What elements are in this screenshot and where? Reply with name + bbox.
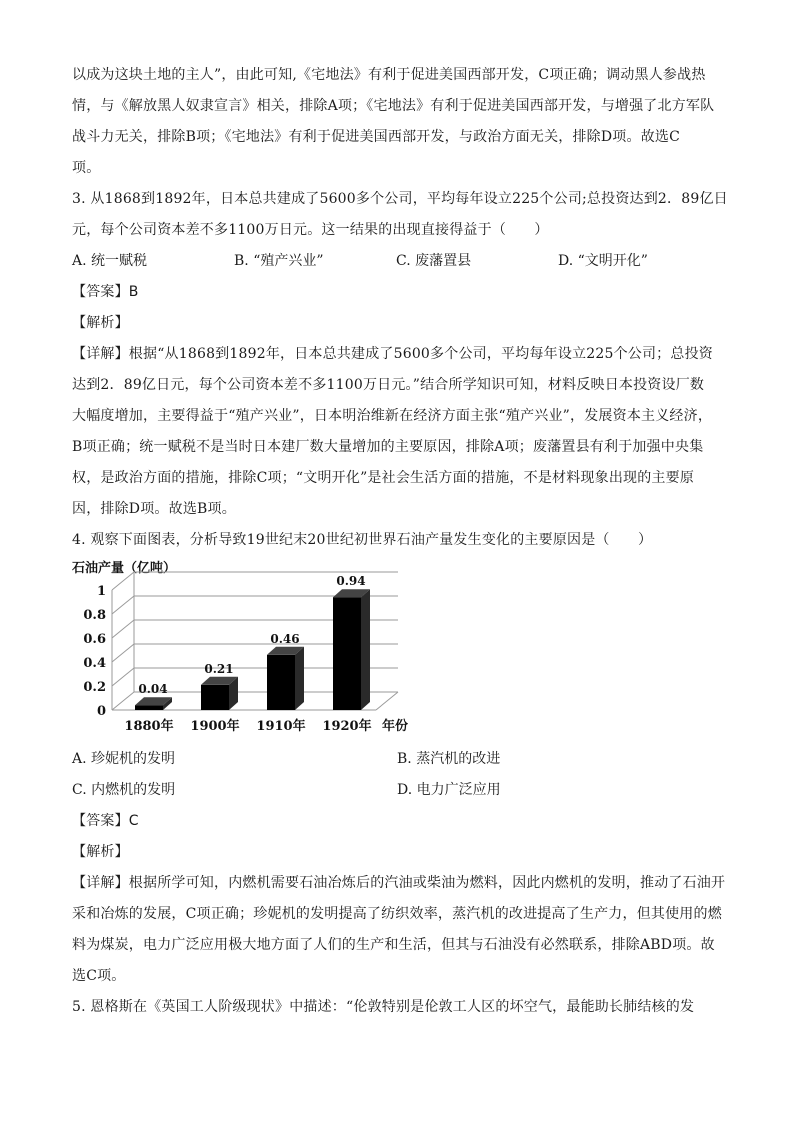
question-4 (72, 525, 724, 992)
x-axis-title: 年份 (382, 719, 409, 734)
detail-text: 【详解】根据“从1868到1892年，日本总共建成了5600多个公司，平均每年设立225个公司；总投资 (72, 346, 713, 362)
oil-production-chart (72, 558, 724, 744)
option-c: C. 废藩置县 (396, 253, 472, 269)
y-tick-label: 0.4 (83, 656, 106, 671)
gridline-diagonal (112, 596, 134, 614)
data-label: 0.94 (336, 574, 366, 589)
bar-side (295, 647, 304, 710)
document-page (72, 60, 728, 1023)
x-tick-label: 1920年 (322, 719, 372, 734)
floor-right-edge (376, 692, 398, 710)
bar (135, 705, 163, 710)
question-stem: 3. 从1868到1892年，日本总共建成了5600多个公司，平均每年设立225个公司;总投资达到2．89亿日 (72, 191, 728, 207)
option-b: B. “殖产兴业” (234, 253, 324, 269)
text-line: 以成为这块土地的主人”，由此可知,《宅地法》有利于促进美国西部开发，C项正确；调动黑人参战热 (72, 67, 706, 83)
option-d: D. “文明开化” (558, 253, 648, 269)
y-tick-label: 1 (96, 584, 106, 599)
option-row (72, 744, 724, 775)
option-d: D. 电力广泛应用 (397, 782, 501, 798)
bar (333, 597, 361, 710)
bar-side (361, 589, 370, 710)
y-tick-label: 0 (96, 704, 106, 719)
y-axis-title: 石油产量（亿吨） (72, 561, 177, 576)
detail-text: 大幅度增加，主要得益于“殖产兴业”，日本明治维新在经济方面主张“殖产兴业”，发展资本主义经济， (72, 408, 713, 424)
y-tick-label: 0.6 (83, 632, 106, 647)
data-label: 0.46 (270, 631, 300, 646)
option-c: C. 内燃机的发明 (72, 782, 176, 798)
detail-text: 达到2．89亿日元，每个公司资本差不多1100万日元。”结合所学知识可知，材料反映日本投资设厂数 (72, 377, 705, 393)
gridline-diagonal (112, 692, 134, 710)
question-stem: 5. 恩格斯在《英国工人阶级现状》中描述：“伦敦特别是伦敦工人区的坏空气，最能助长肺结核的发 (72, 999, 695, 1015)
answer-label: 【答案】B (72, 284, 139, 300)
detail-text: B项正确；统一赋税不是当时日本建厂数大量增加的主要原因，排除A项；废藩置县有利于加强中央集 (72, 439, 704, 455)
detail-text: 采和冶炼的发展，C项正确；珍妮机的发明提高了纺织效率，蒸汽机的改进提高了生产力，但其使用的燃 (72, 906, 722, 922)
gridline-diagonal (112, 644, 134, 662)
question-stem: 元，每个公司资本差不多1100万日元。这一结果的出现直接得益于（ ） (72, 222, 549, 238)
bar-chart-svg (72, 558, 409, 744)
detail-text: 料为煤炭，电力广泛应用极大地方面了人们的生产和生活，但其与石油没有必然联系，排除ABD项。故 (72, 937, 715, 953)
question-3 (72, 184, 728, 525)
question-stem: 4. 观察下面图表，分析导致19世纪末20世纪初世界石油产量发生变化的主要原因是（ ） (72, 532, 653, 548)
detail-text: 【详解】根据所学可知，内燃机需要石油冶炼后的汽油或柴油为燃料，因此内燃机的发明，推动了石油开 (72, 875, 726, 891)
y-tick-label: 0.8 (83, 608, 106, 623)
q2-analysis-tail (72, 60, 724, 184)
gridline-diagonal (112, 620, 134, 638)
detail-text: 权，是政治方面的措施，排除C项；“文明开化”是社会生活方面的措施，不是材料现象出现的主要原 (72, 470, 695, 486)
analysis-label: 【解析】 (72, 315, 129, 331)
text-line: 项。 (72, 160, 101, 176)
detail-text: 选C项。 (72, 968, 126, 984)
y-tick-label: 0.2 (83, 680, 106, 695)
bar (267, 655, 295, 710)
text-line: 战斗力无关，排除B项；《宅地法》有利于促进美国西部开发，与政治方面无关，排除D项。故选C (72, 129, 681, 145)
option-a: A. 珍妮机的发明 (72, 751, 176, 767)
analysis-label: 【解析】 (72, 844, 129, 860)
option-a: A. 统一赋税 (72, 253, 148, 269)
option-row (72, 246, 724, 277)
data-label: 0.21 (204, 661, 234, 676)
text-line: 情，与《解放黑人奴隶宣言》相关，排除A项；《宅地法》有利于促进美国西部开发，与增强了北方军队 (72, 98, 715, 114)
data-label: 0.04 (138, 682, 168, 697)
option-b: B. 蒸汽机的改进 (397, 751, 501, 767)
option-row (72, 775, 724, 806)
x-tick-label: 1900年 (190, 719, 240, 734)
x-tick-label: 1880年 (124, 719, 174, 734)
answer-label: 【答案】C (72, 813, 139, 829)
x-tick-label: 1910年 (256, 719, 306, 734)
gridline-diagonal (112, 668, 134, 686)
question-5 (72, 992, 724, 1023)
detail-text: 因，排除D项。故选B项。 (72, 501, 236, 517)
bar (201, 685, 229, 710)
